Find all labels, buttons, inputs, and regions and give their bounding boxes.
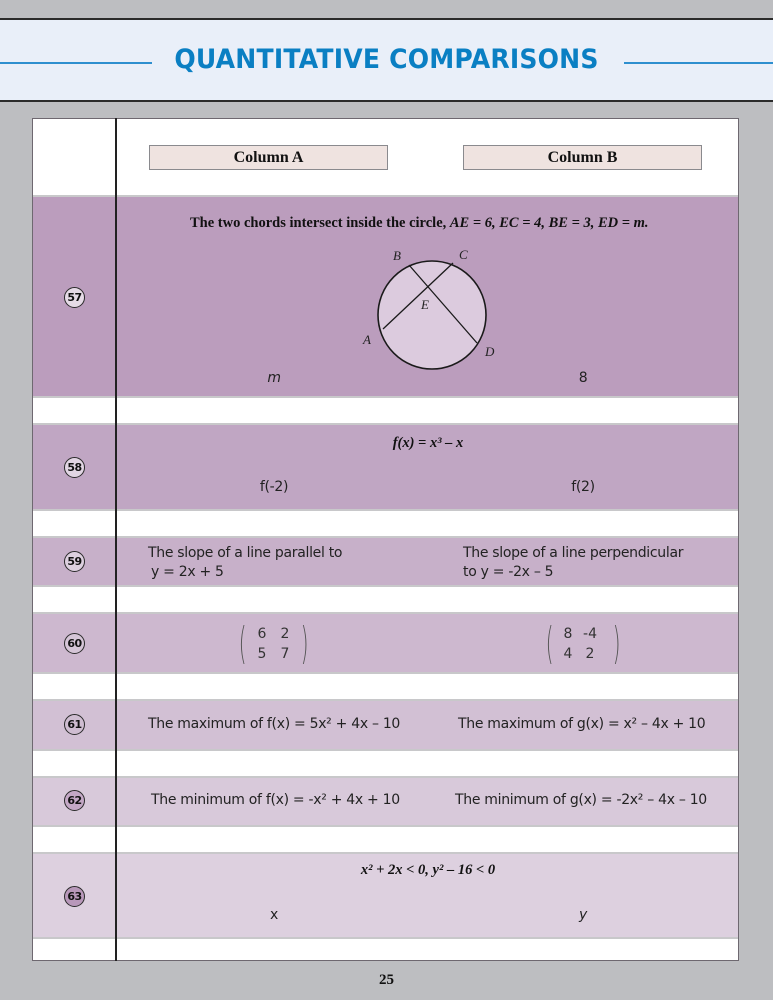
matrix-a bbox=[238, 620, 308, 668]
question-number-badge: 61 bbox=[64, 714, 85, 735]
matrix-cell: -4 bbox=[583, 626, 597, 642]
question-prompt: x² + 2x < 0, y² – 16 < 0 bbox=[360, 862, 496, 878]
question-prompt: f(x) = x³ – x bbox=[392, 435, 464, 451]
column-a-value: f(-2) bbox=[259, 479, 289, 495]
matrix-cell: 2 bbox=[585, 646, 595, 662]
question-prompt bbox=[190, 215, 649, 232]
question-row-59 bbox=[33, 536, 738, 587]
column-b-value: f(2) bbox=[571, 479, 595, 495]
matrix-cell: 8 bbox=[563, 626, 573, 642]
point-label-b: B bbox=[393, 248, 401, 263]
left-paren: ( bbox=[545, 618, 554, 669]
column-a-value: The minimum of f(x) = -x² + 4x + 10 bbox=[151, 792, 400, 808]
point-label-e: E bbox=[421, 297, 429, 312]
column-a-line-1: The slope of a line parallel to bbox=[148, 545, 343, 561]
question-number-badge: 59 bbox=[64, 551, 85, 572]
question-row-60 bbox=[33, 612, 738, 674]
column-a-value: The maximum of f(x) = 5x² + 4x – 10 bbox=[148, 716, 401, 732]
column-b-value: y bbox=[579, 907, 587, 923]
column-a-header: Column A bbox=[149, 145, 388, 170]
column-a-line-2: y = 2x + 5 bbox=[151, 564, 224, 580]
column-b-header: Column B bbox=[463, 145, 702, 170]
header-band bbox=[0, 18, 773, 102]
matrix-cell: 2 bbox=[280, 626, 290, 642]
header-rule-right bbox=[624, 62, 773, 64]
question-number-badge: 58 bbox=[64, 457, 85, 478]
point-label-a: A bbox=[363, 332, 371, 347]
column-b-line-1: The slope of a line perpendicular bbox=[463, 545, 684, 561]
column-b-value: The maximum of g(x) = x² – 4x + 10 bbox=[458, 716, 706, 732]
right-paren: ) bbox=[300, 618, 309, 669]
question-row-58 bbox=[33, 423, 738, 511]
column-b-line-2: to y = -2x – 5 bbox=[463, 564, 554, 580]
page-title: QUANTITATIVE COMPARISONS bbox=[174, 44, 599, 75]
column-a-value: x bbox=[270, 907, 278, 923]
prompt-values: AE = 6, EC = 4, BE = 3, ED = m. bbox=[449, 215, 649, 231]
matrix-b bbox=[545, 620, 621, 668]
question-number-badge: 63 bbox=[64, 886, 85, 907]
matrix-cell: 5 bbox=[257, 646, 267, 662]
question-number-badge: 62 bbox=[64, 790, 85, 811]
prompt-text: The two chords intersect inside the circle, bbox=[190, 215, 447, 231]
left-paren: ( bbox=[238, 618, 247, 669]
matrix-cell: 7 bbox=[280, 646, 290, 662]
column-a-value: m bbox=[267, 370, 281, 386]
question-number-badge: 60 bbox=[64, 633, 85, 654]
point-label-c: C bbox=[459, 247, 468, 262]
question-number-badge: 57 bbox=[64, 287, 85, 308]
column-b-value: The minimum of g(x) = -2x² – 4x – 10 bbox=[455, 792, 707, 808]
right-paren: ) bbox=[612, 618, 621, 669]
page-number: 25 bbox=[379, 972, 394, 988]
column-b-value: 8 bbox=[578, 370, 588, 386]
point-label-d: D bbox=[485, 344, 495, 359]
matrix-cell: 4 bbox=[563, 646, 573, 662]
circle-chords-diagram bbox=[355, 245, 515, 375]
column-divider bbox=[115, 118, 117, 961]
matrix-cell: 6 bbox=[257, 626, 267, 642]
